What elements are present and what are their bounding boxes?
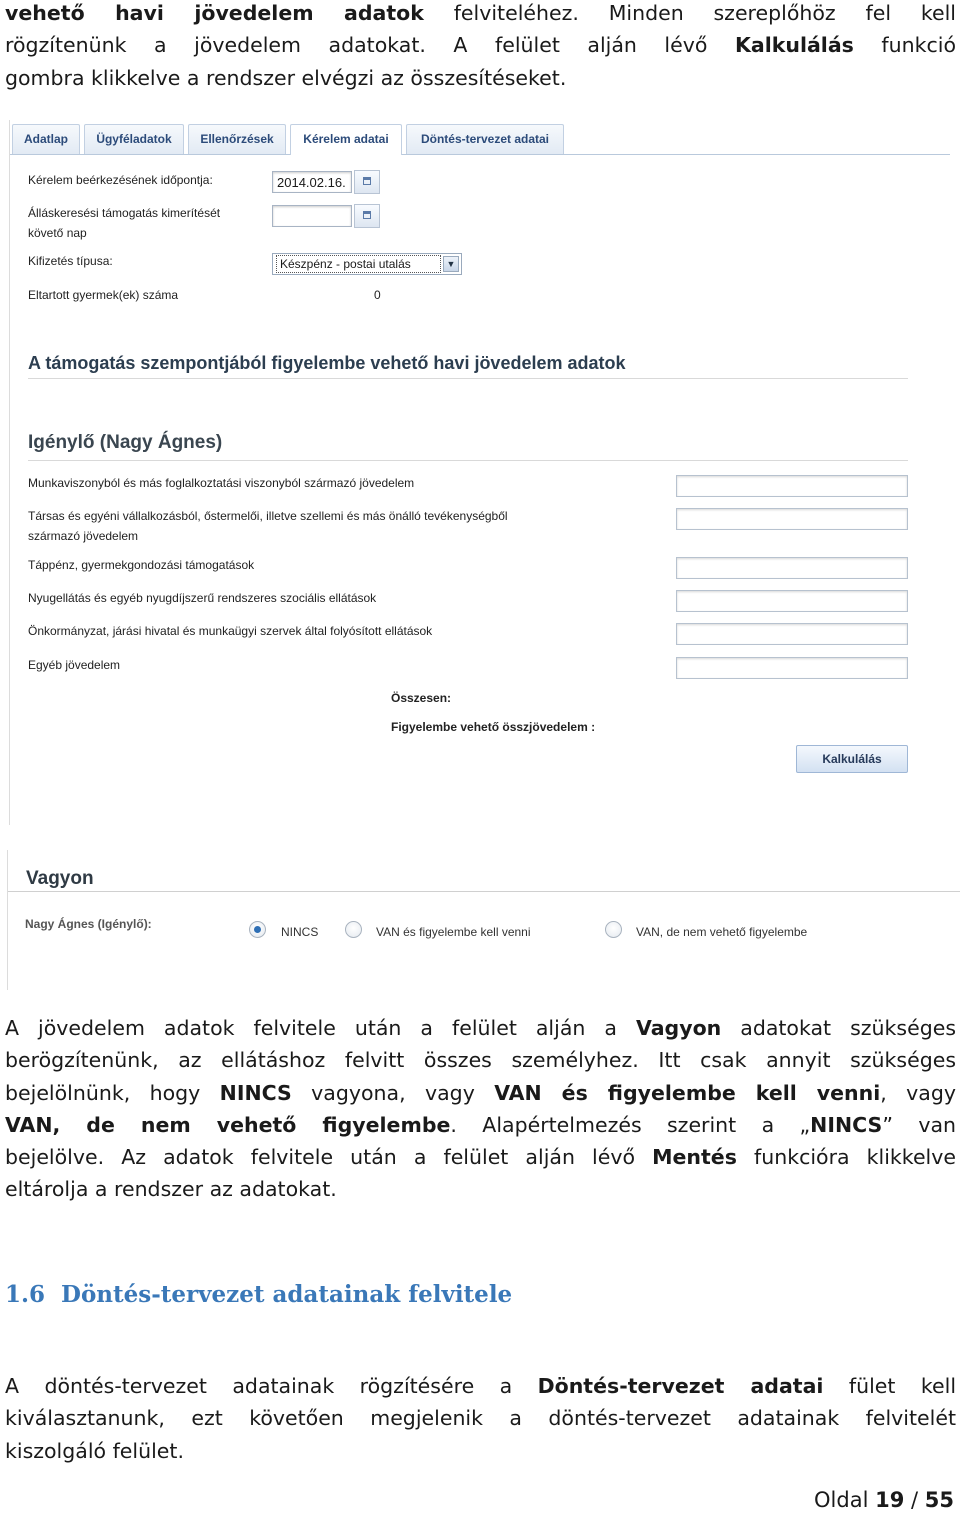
section-number: 1.6 [5, 1281, 46, 1308]
divider [28, 460, 908, 461]
tab-bar [10, 124, 950, 155]
text-run: fület kell [823, 1374, 957, 1398]
children-count-value: 0 [374, 288, 381, 302]
chevron-down-icon[interactable]: ▼ [443, 256, 459, 272]
screenshot-edge [7, 850, 8, 990]
text-run: funkció [853, 33, 956, 58]
screenshot-edge [9, 120, 10, 825]
page-number [814, 1488, 954, 1512]
text-run: A jövedelem adatok felvitele után a felület alján a [5, 1016, 636, 1040]
payment-type-label: Kifizetés típusa: [28, 254, 113, 268]
radio-van-nem-veheto-label[interactable]: VAN, de nem vehető figyelembe [636, 925, 808, 939]
received-date-label: Kérelem beérkezésének időpontja: [28, 173, 213, 187]
decision-line-1 [5, 1370, 956, 1402]
text-run: NINCS [219, 1080, 292, 1105]
decision-line-3: kiszolgáló felület. [5, 1438, 184, 1463]
divider [8, 891, 960, 892]
assets-screenshot [8, 850, 960, 990]
text-run: VAN, de nem vehető figyelembe [5, 1112, 451, 1137]
radio-nincs-label[interactable]: NINCS [281, 925, 319, 939]
tab-ugyfeladatok[interactable]: Ügyféladatok [84, 124, 184, 154]
tab-kerelem-adatai[interactable]: Kérelem adatai [290, 124, 402, 155]
section-title: Döntés-tervezet adatainak felvitele [61, 1281, 513, 1308]
income-row-label: Táppénz, gyermekgondozási támogatások [28, 558, 255, 572]
received-date-input[interactable]: 2014.02.16. [272, 171, 352, 193]
text-run: ” van [882, 1112, 957, 1137]
intro-paragraph [5, 0, 956, 94]
income-input[interactable] [676, 475, 908, 497]
assets-title: Vagyon [26, 868, 94, 889]
calendar-icon[interactable] [354, 170, 380, 194]
text-run: vagyona, vagy [291, 1080, 495, 1105]
text-run: , vagy [880, 1080, 956, 1105]
children-count-label: Eltartott gyermek(ek) száma [28, 288, 179, 302]
page-total: 55 [924, 1488, 954, 1512]
jobseek-date-input[interactable] [272, 205, 352, 227]
tab-adatlap[interactable]: Adatlap [12, 124, 80, 154]
income-row-label: Társas és egyéni vállalkozásból, őstermelői, illetve szellemi és más önálló tevékenységből [28, 509, 508, 523]
income-input[interactable] [676, 657, 908, 679]
radio-van-figyelembe[interactable] [345, 921, 362, 938]
tab-dontes-tervezet-adatai[interactable]: Döntés-tervezet adatai [406, 124, 564, 154]
radio-van-figyelembe-label[interactable]: VAN és figyelembe kell venni [376, 925, 531, 939]
assets-line-2: berögzítenünk, az ellátáshoz felvitt összes személyhez. Itt csak annyit szükséges [5, 1048, 956, 1073]
section-heading [5, 1281, 512, 1308]
assets-line-4 [5, 1109, 956, 1141]
decision-line-2: kiválasztanunk, ezt követően megjelenik a döntés-tervezet adatainak felvitelét [5, 1406, 956, 1431]
text-run: rögzítenünk a jövedelem adatokat. A felület alján lévő [5, 33, 735, 58]
page-prefix: Oldal [814, 1488, 876, 1512]
total-label: Összesen: [391, 691, 452, 705]
text-run: Döntés-tervezet adatai [537, 1374, 824, 1398]
income-row-label: Egyéb jövedelem [28, 658, 121, 672]
text-run: vehető havi jövedelem adatok [5, 1, 424, 25]
income-input[interactable] [676, 557, 908, 579]
decision-paragraph [5, 1370, 956, 1467]
income-row-label: Nyugellátás és egyéb nyugdíjszerű rendszeres szociális ellátások [28, 591, 377, 605]
radio-van-nem-veheto[interactable] [605, 921, 622, 938]
page-sep: / [904, 1488, 925, 1512]
payment-type-value: Készpénz - postai utalás [276, 255, 441, 273]
text-run: bejelölve. Az adatok felvitele után a felület alján lévő [5, 1145, 653, 1170]
text-run: A döntés-tervezet adatainak rögzítésére a [5, 1374, 538, 1398]
text-run: Mentés [652, 1145, 737, 1170]
assets-line-6: eltárolja a rendszer az adatokat. [5, 1177, 337, 1202]
text-run: . Alapértelmezés szerint a „ [450, 1112, 811, 1137]
assets-line-5 [5, 1141, 956, 1173]
assets-line-3 [5, 1077, 956, 1109]
calculate-button[interactable]: Kalkulálás [796, 745, 908, 773]
income-input[interactable] [676, 623, 908, 645]
income-input[interactable] [676, 508, 908, 530]
jobseek-date-label-1: Álláskeresési támogatás kimerítését [28, 206, 221, 220]
income-section-title: A támogatás szempontjából figyelembe vehető havi jövedelem adatok [28, 353, 626, 373]
income-input[interactable] [676, 590, 908, 612]
text-run: bejelölnünk, hogy [5, 1080, 220, 1105]
jobseek-date-label-2: követő nap [28, 226, 87, 240]
page-current: 19 [875, 1488, 905, 1512]
radio-nincs[interactable] [249, 921, 266, 938]
form-screenshot [10, 120, 950, 825]
intro-line-3: gombra klikkelve a rendszer elvégzi az összesítéseket. [5, 65, 567, 90]
income-row-label: Munkaviszonyból és más foglalkoztatási viszonyból származó jövedelem [28, 476, 415, 490]
text-run: felviteléhez. Minden szereplőhöz fel kell [423, 1, 956, 25]
intro-line-1 [5, 0, 956, 29]
text-run: Kalkulálás [734, 33, 854, 58]
text-run: NINCS [810, 1112, 883, 1137]
intro-line-2 [5, 29, 956, 61]
assets-paragraph [5, 1012, 956, 1206]
text-run: VAN és figyelembe kell venni [494, 1080, 881, 1105]
calendar-icon[interactable] [354, 204, 380, 228]
text-run: funkcióra klikkelve [736, 1145, 956, 1170]
payment-type-select[interactable] [272, 253, 462, 275]
applicant-title: Igénylő (Nagy Ágnes) [28, 432, 223, 453]
divider [28, 378, 908, 379]
text-run: Vagyon [635, 1016, 722, 1040]
text-run: adatokat szükséges [721, 1016, 956, 1040]
assets-line-1 [5, 1012, 956, 1044]
income-row-label-cont: származó jövedelem [28, 529, 139, 543]
net-total-label: Figyelembe vehető összjövedelem : [391, 720, 596, 734]
income-row-label: Önkormányzat, járási hivatal és munkaügyi szervek által folyósított ellátások [28, 624, 433, 638]
tab-ellenorzesek[interactable]: Ellenőrzések [188, 124, 286, 154]
assets-person-label: Nagy Ágnes (Igénylő): [25, 917, 152, 931]
